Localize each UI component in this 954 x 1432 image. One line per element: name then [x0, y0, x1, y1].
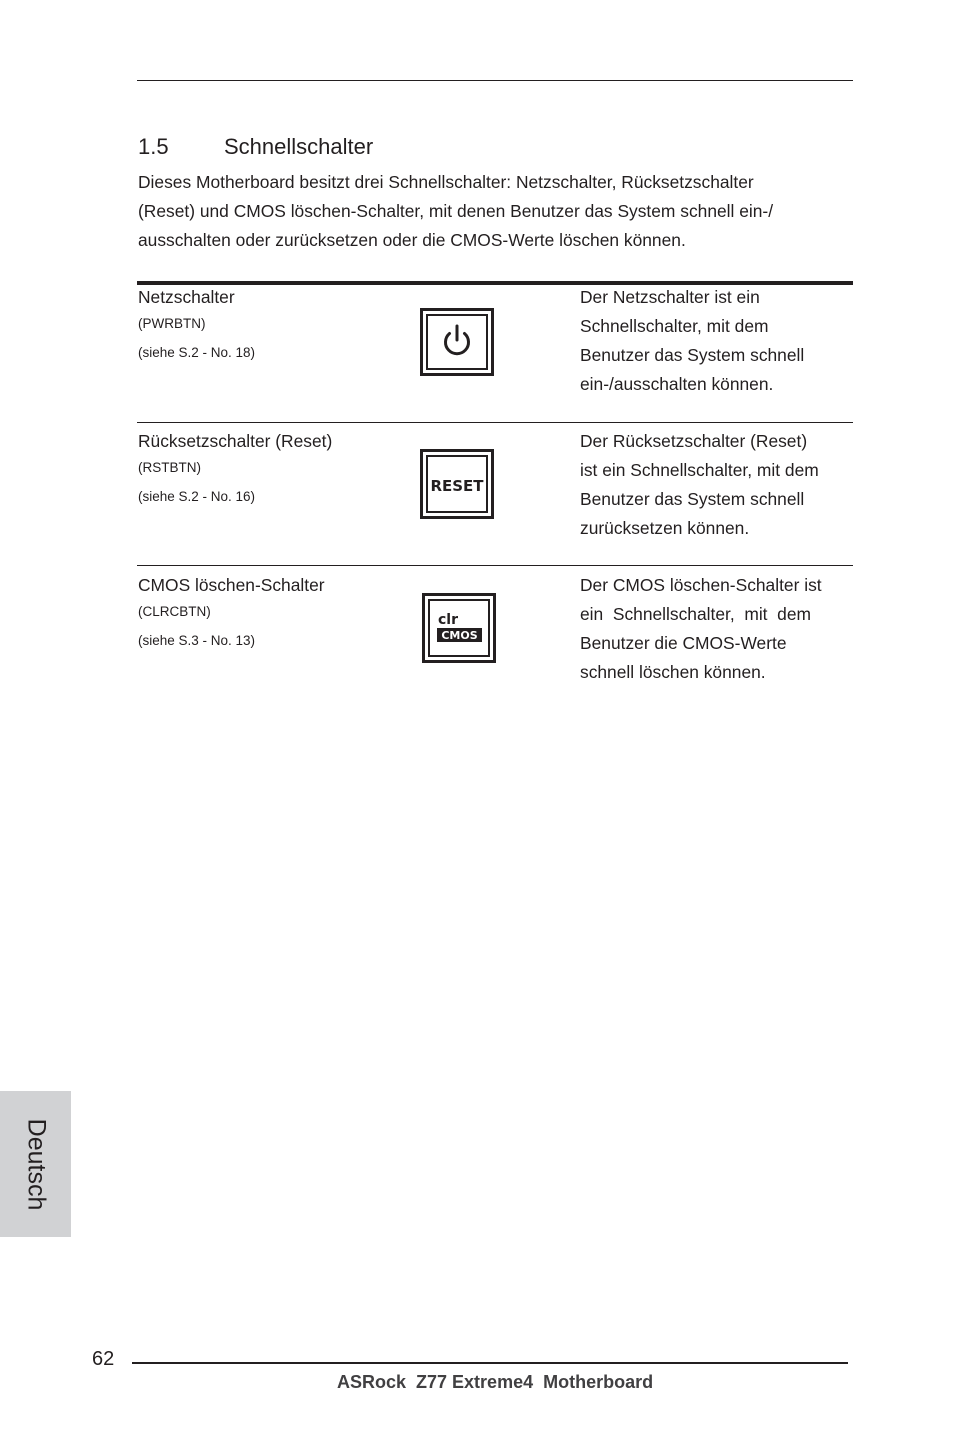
description-line: ein Schnellschalter, mit dem [580, 604, 812, 624]
switch-description [580, 283, 855, 399]
language-tab-label: Deutsch [22, 1118, 50, 1210]
description-line: zurücksetzen können. [580, 518, 750, 538]
switch-name: Netzschalter [138, 287, 235, 307]
intro-line: (Reset) und CMOS löschen-Schalter, mit denen Benutzer das System schnell ein-/ [138, 201, 774, 221]
description-line: Benutzer die CMOS-Werte [580, 633, 787, 653]
switch-name: Rücksetzschalter (Reset) [138, 431, 333, 451]
page-number: 62 [92, 1348, 115, 1370]
description-line: Benutzer das System schnell [580, 489, 805, 509]
section-title: Schnellschalter [224, 134, 374, 159]
switch-description [580, 571, 855, 687]
clr-cmos-icon [422, 593, 496, 668]
switch-row-power [0, 283, 954, 423]
description-line: schnell löschen können. [580, 662, 766, 682]
reset-icon-text: RESET [430, 477, 484, 495]
switch-code: (CLRCBTN) [138, 604, 211, 619]
cmos-icon-text: CMOS [441, 629, 478, 642]
intro-paragraph [138, 168, 854, 255]
top-rule [137, 80, 853, 81]
description-line: Benutzer das System schnell [580, 345, 805, 365]
intro-line: ausschalten oder zurücksetzen oder die CMOS-Werte löschen können. [138, 230, 686, 250]
description-line: ein-/ausschalten können. [580, 374, 774, 394]
switch-name: CMOS löschen-Schalter [138, 575, 325, 595]
switch-code: (RSTBTN) [138, 460, 201, 475]
intro-line: Dieses Motherboard besitzt drei Schnellschalter: Netzschalter, Rücksetzschalter [138, 172, 754, 192]
switch-reference: (siehe S.2 - No. 16) [138, 489, 256, 504]
row-divider [137, 565, 853, 566]
footer-product: ASRock Z77 Extreme4 Motherboard [337, 1372, 654, 1392]
footer-rule [132, 1362, 848, 1364]
description-line: Schnellschalter, mit dem [580, 316, 769, 336]
language-tab [0, 1091, 71, 1237]
switch-reference: (siehe S.2 - No. 18) [138, 345, 256, 360]
switch-row-reset [0, 427, 954, 567]
switch-description [580, 427, 855, 543]
switch-code: (PWRBTN) [138, 316, 206, 331]
description-line: Der CMOS löschen-Schalter ist [580, 575, 822, 595]
clr-icon-text: clr [438, 612, 459, 628]
reset-icon [420, 449, 494, 524]
row-divider [137, 422, 853, 423]
section-number: 1.5 [138, 134, 169, 159]
section-heading [138, 133, 373, 161]
switch-row-clr-cmos [0, 571, 954, 711]
description-line: Der Rücksetzschalter (Reset) [580, 431, 808, 451]
description-line: ist ein Schnellschalter, mit dem [580, 460, 819, 480]
description-line: Der Netzschalter ist ein [580, 287, 760, 307]
switch-reference: (siehe S.3 - No. 13) [138, 633, 256, 648]
power-icon [420, 308, 494, 381]
